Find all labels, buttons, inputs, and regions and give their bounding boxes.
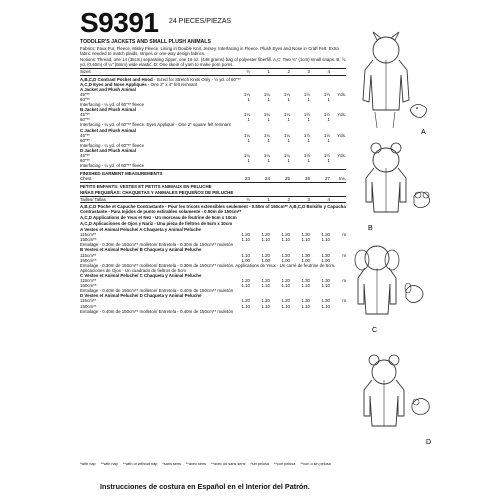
yardage-chart	[80, 40, 346, 314]
legend-item: **avec ou sans sens	[211, 462, 246, 466]
yardage-row: 115cm** 1.20 1.20 1.20 1.30 1.30 m	[80, 298, 346, 304]
section-heading: C Vestes et Animal Peluche/ C Chaqueta y Animal Peluche	[80, 272, 202, 278]
es-sizes-header: Tailles/ Tallas ½ 1 2 3 4	[80, 196, 346, 203]
interfacing-note: Entoilage - 0.30m de 150cm** molleton/ Entretela - 0.30m de 150cm** muletón	[80, 242, 234, 248]
spanish-title: PETITS ENFANTS: VESTES ET PETITS ANIMAUX EN PELUCHE	[80, 184, 212, 190]
jacket-c-drawing	[352, 242, 432, 337]
view-label: A	[421, 129, 426, 135]
view-d-illustration	[360, 352, 440, 447]
view-label: C	[372, 327, 378, 334]
yardage-row: 45"** 1¼ 1¼ 1¼ 1½ 1½ Yds.	[80, 152, 346, 158]
yardage-row: 150cm** 1.10 1.10 1.10 1.10 1.10	[80, 283, 330, 289]
yardage-row: 45"** 1¼ 1¼ 1¼ 1½ 1½ Yds.	[80, 132, 346, 138]
jacket-b-drawing	[360, 140, 440, 235]
yardage-row: 115cm** 1.10 1.20 1.20 1.30 1.30 m	[80, 252, 346, 258]
section-heading: D Vestes et Animal Peluche/ D Chaqueta y Animal Peluche	[80, 293, 202, 299]
legend-item: **with or without nap	[122, 462, 158, 466]
yardage-row: Interfacing - ¼ yd. of 60"** fleece	[80, 142, 145, 148]
yardage-row: Interfacing - ¼ yd. of 60"** fleece	[80, 163, 145, 169]
yardage-row: Interfacing - ¼ yd. of 60"** fleece. Eyes Appliqué - One 2" square felt remnant	[80, 122, 231, 128]
interfacing-note: Entoilage - 0.30m de 150cm** molleton/ Entretela - 0.30m de 150cm** muletón. Applications de Yeux - Un carré de feutrine de 5cm. Aplicaciones de Ojos - Un cuadrado de fieltros de 5cm	[80, 262, 336, 273]
jacket-d-drawing	[360, 352, 440, 447]
pattern-title: TODDLER'S JACKETS AND SMALL PLUSH ANIMALS	[80, 39, 211, 45]
header	[80, 8, 231, 38]
view-label: D	[426, 439, 432, 446]
es-note: A,C,D Aplicaciones de Ojos y Nariz - Una pieza de fieltros de 5cm x 10cm	[80, 221, 233, 226]
section-heading: D Jacket and Plush Animal	[80, 147, 136, 153]
section-heading: B Jacket and Plush Animal	[80, 107, 136, 113]
yardage-row: 45"** 1¼ 1¼ 1¼ 1½ 1½ Yds.	[80, 91, 346, 97]
section-heading: B Vestes et Animal Peluche/ B Chaqueta y Animal Peluche	[80, 247, 202, 253]
notions-text: Notions: Thread, one 14 (35cm) separating zipper, one 16 oz. (448 grams) bag of polyester fiberfill. A,C: Two ¾" (1cm) small snaps. B: ⅞ yd. (0.40m) of ¼" (6mm) wide elastic. D: One skein of yarn to make pom poms.	[80, 57, 346, 68]
es-yardage-sections	[80, 227, 346, 314]
yardage-row: 150cm** 1.00 1.00 1.00 1.00 1.00	[80, 257, 330, 263]
spanish-subtitle: NIÑAS PEQUEÑAS: CHAQUETAS Y ANIMALES PEQUEÑOS DE PELUCHE	[80, 189, 234, 195]
view-a-illustration	[355, 30, 435, 135]
pieces-count: 24 PIECES/PIEZAS	[168, 18, 232, 25]
section-heading: A Vestes et Animal Peluche/ A Chaqueta y Animal Peluche	[80, 227, 201, 233]
yardage-row: Interfacing - ¼ yd. of 60"** fleece	[80, 102, 145, 108]
chest-row: Chest 23 24 25 26 27 Ins.	[80, 176, 346, 182]
yardage-row: 115cm** 1.20 1.20 1.20 1.30 1.30 m	[80, 278, 346, 284]
sizes-header	[80, 68, 346, 75]
section-heading: A,C,D Eyes and Nose Appliqués - One 2" x 4" felt remnant	[80, 81, 198, 87]
legend-item: **con pelusa	[273, 462, 296, 466]
legend-item: **with nap	[100, 462, 118, 466]
size-col: 4	[327, 69, 330, 75]
section-heading: A,B,C,D Contrast Pocket and Hood - Sized for Stretch Knits Only - ½ yd. of 60"**	[80, 76, 241, 82]
yardage-row: 150cm** 1.10 1.10 1.10 1.10 1.10	[80, 303, 330, 309]
pattern-code: S9391	[80, 7, 159, 38]
interfacing-note: Entoilage - 0.40m de 150cm** molleton/ Entretela - 0.40m de 150cm** muletón	[80, 308, 234, 314]
view-label: B	[368, 225, 373, 232]
yardage-row: 115cm** 1.20 1.20 1.20 1.30 1.30 m	[80, 232, 346, 238]
yardage-row: 60"** 1 1 1 1 1	[80, 158, 330, 164]
section-heading: C Jacket and Plush Animal	[80, 127, 136, 133]
fabrics-text: Fabrics: Faux Fur, Fleece, Minky Fleece. Lining in Double Knit, Jersey. Interfacing in Fleece. Plush Eyes and Nose in Craft Felt. Extra fabric needed to match plaids, stripes or one-way design fabrics.	[80, 46, 339, 57]
interfacing-note: Entoilage - 0.40m de 150cm** molleton/ Entretela - 0.40m de 150cm** muletón	[80, 288, 234, 294]
legend-item: *with nap	[80, 462, 96, 466]
size-col: 3	[307, 69, 310, 75]
yardage-row: 60"** 1 1 1 1 1	[80, 96, 330, 102]
jacket-a-drawing	[355, 30, 435, 135]
finished-heading: FINISHED GARMENT MEASUREMENTS	[80, 171, 163, 177]
yardage-row: 60"** 1 1 1 1 1	[80, 137, 330, 143]
view-c-illustration	[352, 242, 432, 337]
spanish-instructions-note: Instrucciones de costura en Español en el Interior del Patrón.	[100, 482, 310, 491]
es-note: A,B,C,D Poche et Capuche Contrastante - Pour les tricots extensibles seulement - 0.50m of 150cm** A,B,C,D Bolsillo y Capucha Contrastante - Para tejidos de punto estirables solamente - 0.50m de 150cm**	[80, 203, 346, 214]
legend-item: **avec sens	[185, 462, 206, 466]
yardage-row: 60"** 1 1 1 1 1	[80, 117, 330, 123]
sizes-label: Sizes	[80, 69, 91, 75]
legend-item: *sans sens	[162, 462, 181, 466]
yardage-row: 150cm** 1.10 1.10 1.10 1.10 1.10	[80, 237, 330, 243]
size-col: 1	[267, 69, 270, 75]
legend-item: *sin pelusa	[250, 462, 269, 466]
es-note: A,C,D Applications de Yeux et Nez - Un morceau de feutrine de 5cm x 10cm	[80, 214, 237, 220]
size-col: 2	[287, 69, 290, 75]
view-b-illustration	[360, 140, 440, 235]
section-heading: A Jacket and Plush Animal	[80, 86, 136, 92]
nap-legend	[80, 462, 346, 466]
yardage-row: 45"** 1¼ 1¼ 1¼ 1½ 1½ Yds.	[80, 112, 346, 118]
size-col: ½	[246, 69, 250, 75]
us-yardage-sections	[80, 77, 346, 169]
legend-item: **con o sin pelusa	[300, 462, 331, 466]
